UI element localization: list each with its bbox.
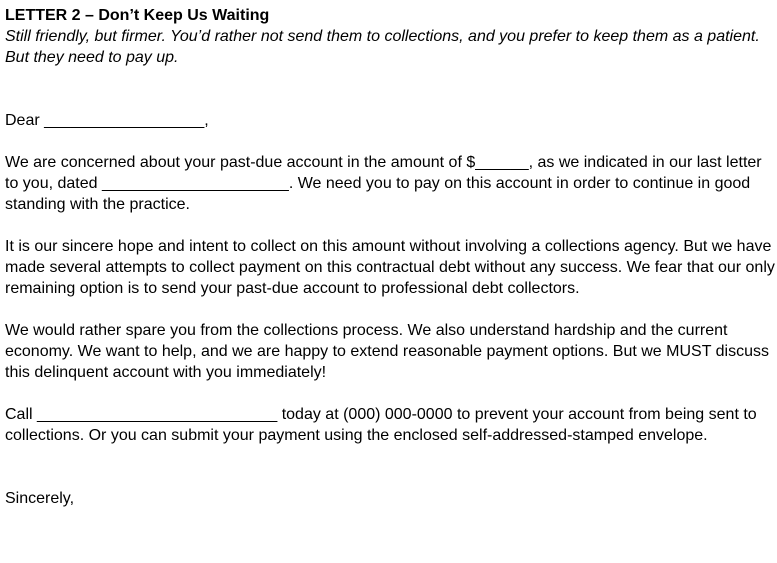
paragraph-call-to-action: Call ___________________________ today at (000) 000-0000 to prevent your account from being sent to collections. Or you can submit your payment using the enclosed self-addressed-stamped envelope.: [5, 406, 757, 444]
paragraph-amount-due: We are concerned about your past-due account in the amount of $______, as we indicated in our last letter to you, dated _____________________. We need you to pay on this account in order to continue in good standing with the practice.: [5, 154, 762, 213]
spacer: [5, 383, 775, 404]
spacer: [5, 446, 775, 488]
spacer: [5, 215, 775, 236]
letter-title: LETTER 2 – Don’t Keep Us Waiting: [5, 7, 270, 24]
salutation: Dear __________________,: [5, 112, 209, 129]
letter-document: [5, 5, 775, 509]
spacer: [5, 68, 775, 110]
spacer: [5, 131, 775, 152]
letter-subtitle: Still friendly, but firmer. You’d rather not send them to collections, and you prefer to keep them as a patient. But they need to pay up.: [5, 28, 760, 66]
paragraph-spare-process: We would rather spare you from the collections process. We also understand hardship and the current economy. We want to help, and we are happy to extend reasonable payment options. But we MUST discuss this delinquent account with you immediately!: [5, 322, 769, 381]
closing: Sincerely,: [5, 490, 75, 507]
paragraph-collections-hope: It is our sincere hope and intent to collect on this amount without involving a collections agency. But we have made several attempts to collect payment on this contractual debt without any success. We fear that our only remaining option is to send your past-due account to professional debt collectors.: [5, 238, 775, 297]
spacer: [5, 299, 775, 320]
